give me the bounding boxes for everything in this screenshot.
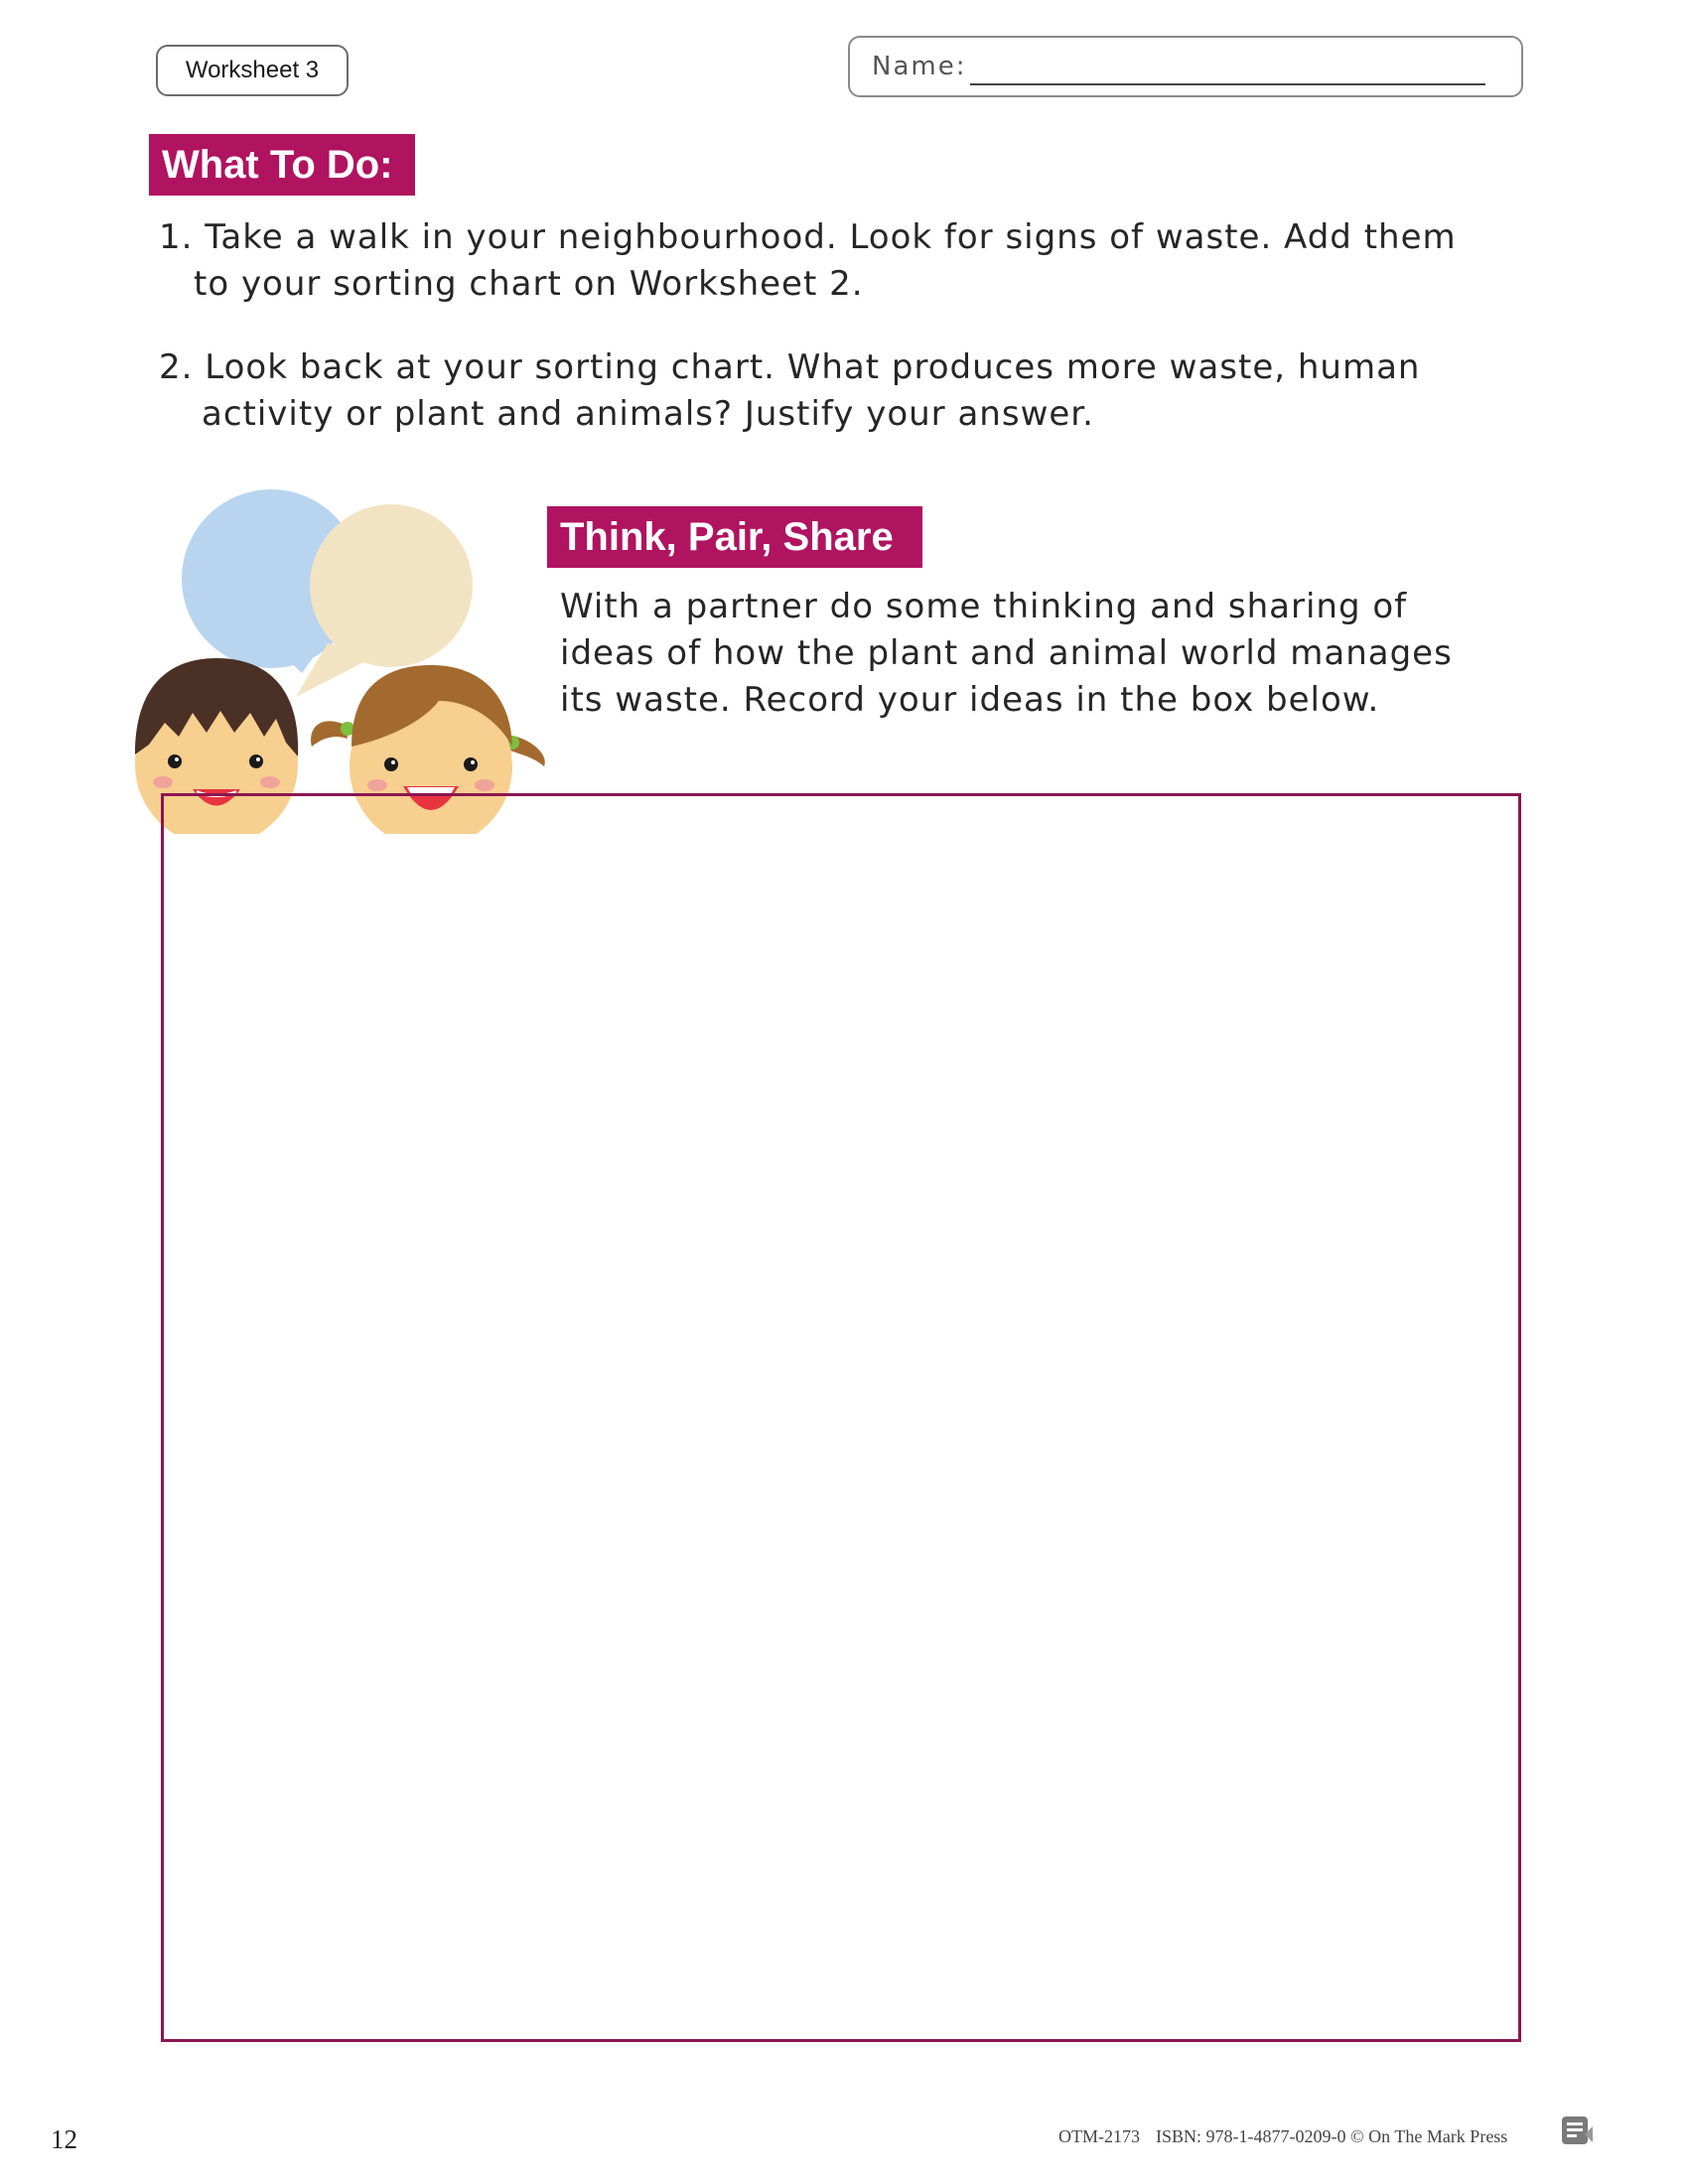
share-line: its waste. Record your ideas in the box below. — [560, 680, 1380, 720]
instruction-line: Take a walk in your neighbourhood. Look for signs of waste. Add them — [205, 217, 1457, 257]
think-pair-share-heading — [547, 506, 922, 568]
answer-box[interactable] — [161, 793, 1521, 2042]
think-pair-share-heading-text: Think, Pair, Share — [560, 514, 894, 559]
share-line: ideas of how the plant and animal world manages — [560, 633, 1453, 673]
name-write-line[interactable] — [970, 83, 1485, 85]
what-to-do-heading-text: What To Do: — [162, 142, 393, 187]
instruction-1 — [159, 214, 1457, 308]
instruction-number: 1. — [159, 217, 194, 257]
worksheet-badge — [156, 45, 349, 96]
instruction-line: to your sorting chart on Worksheet 2. — [194, 264, 864, 304]
product-code: OTM-2173 — [1058, 2126, 1140, 2146]
kids-speech-bubbles-illustration — [127, 477, 564, 834]
instruction-line: activity or plant and animals? Justify your answer. — [202, 394, 1094, 434]
instruction-line: Look back at your sorting chart. What produces more waste, human — [205, 347, 1421, 387]
instruction-number: 2. — [159, 347, 194, 387]
isbn-text: ISBN: 978-1-4877-0209-0 © On The Mark Press — [1156, 2126, 1508, 2146]
footer-credit — [1058, 2126, 1523, 2147]
instruction-2 — [159, 344, 1420, 438]
worksheet-label: Worksheet 3 — [185, 57, 320, 83]
name-label: Name: — [872, 52, 967, 81]
name-field[interactable] — [848, 36, 1523, 97]
what-to-do-heading — [149, 134, 415, 196]
page-number: 12 — [51, 2124, 77, 2154]
think-pair-share-text — [560, 584, 1453, 724]
publisher-logo-icon — [1559, 2113, 1595, 2148]
share-line: With a partner do some thinking and sharing of — [560, 587, 1408, 626]
